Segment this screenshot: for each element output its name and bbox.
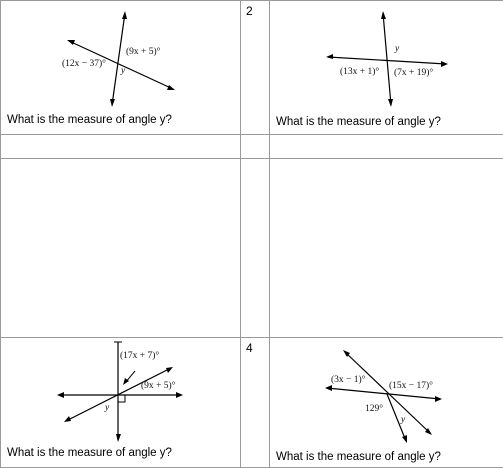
problem-2-number-cell: [241, 1, 270, 135]
arrowhead: [110, 99, 115, 107]
line-steep: [345, 352, 430, 433]
arrowhead: [116, 434, 121, 442]
problem-number: 2: [246, 4, 253, 18]
grid-row-1: [1, 1, 503, 135]
arrowhead: [381, 11, 386, 19]
angle-label: (9x + 5)°: [141, 381, 176, 391]
arrowhead: [166, 367, 173, 373]
arrowhead: [176, 392, 183, 398]
arrowhead: [325, 385, 332, 391]
angle-y-label: y: [395, 44, 400, 54]
angle-label: (13x + 1)°: [340, 67, 380, 77]
angle-y-label: y: [121, 66, 126, 76]
arrowhead: [122, 11, 127, 19]
problem-3-cell: [1, 338, 241, 468]
angle-label: (12x − 37)°: [62, 59, 106, 69]
problem-4-diagram: [270, 338, 503, 468]
problem-1-question: What is the measure of angle y?: [7, 114, 172, 126]
problem-number: 4: [246, 341, 253, 355]
angle-label: 129°: [365, 404, 384, 414]
problem-4-question: What is the measure of angle y?: [276, 451, 441, 463]
angle-label: (7x + 19)°: [394, 68, 434, 78]
arrowhead: [388, 99, 393, 107]
problem-2-diagram: [270, 1, 503, 135]
angle-label: (17x + 7)°: [120, 351, 160, 361]
angle-label: (15x − 17)°: [389, 381, 433, 391]
angle-label: (9x + 5)°: [126, 47, 161, 57]
line-vertical: [112, 13, 125, 105]
angle-y-label: y: [401, 415, 406, 425]
empty-cell: [241, 159, 270, 338]
arrowhead: [67, 40, 75, 45]
empty-cell: [1, 159, 241, 338]
problem-1-cell: [1, 1, 241, 135]
empty-cell: [241, 135, 270, 159]
arrowhead: [435, 396, 442, 402]
arrowhead: [441, 61, 448, 67]
problem-4-number-cell: [241, 338, 270, 468]
problem-2-cell: [270, 1, 503, 135]
arrowhead: [402, 435, 407, 443]
empty-cell: [1, 135, 241, 159]
problem-3-question: What is the measure of angle y?: [7, 447, 172, 459]
arrowhead: [57, 392, 64, 398]
empty-cell: [270, 135, 503, 159]
angle-label: (3x − 1)°: [331, 375, 366, 385]
grid-row-2: [1, 338, 503, 468]
line-vertical: [383, 13, 391, 105]
problem-2-question: What is the measure of angle y?: [276, 116, 441, 128]
angle-y-label: y: [105, 403, 110, 413]
right-angle-mark: [118, 395, 125, 402]
empty-cell: [270, 159, 503, 338]
arrowhead: [64, 416, 71, 422]
arrowhead: [167, 85, 175, 90]
problem-4-cell: [270, 338, 503, 468]
grid-blank-row: [1, 159, 503, 338]
arrowhead: [326, 54, 333, 59]
grid-spacer-row: [1, 135, 503, 159]
